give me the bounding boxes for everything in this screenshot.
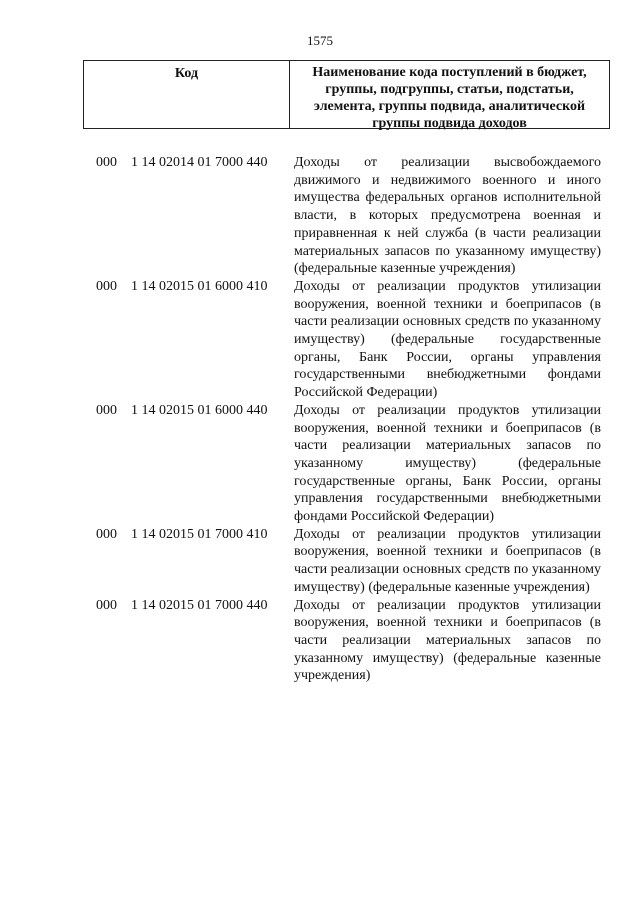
table-row (0, 154, 640, 278)
income-code-list (0, 154, 640, 685)
income-code: 1 14 02015 01 7000 440 (131, 597, 268, 613)
header-code-label: Код (84, 61, 290, 128)
admin-code: 000 (96, 155, 117, 170)
income-description: Доходы от реализации высвобождаемого движимого и недвижимого военного и иного имущества федеральных органов исполнительной власти, в которых предусмотрена военная и приравненная к ней служба (в части реализации материальных запасов по указанному имуществу) (федеральные казенные учреждения) (294, 155, 601, 277)
admin-code: 000 (96, 402, 117, 418)
table-row (0, 278, 640, 402)
admin-code: 000 (96, 597, 117, 613)
page-number: 1575 (307, 33, 333, 48)
header-name-label: Наименование кода поступлений в бюджет, группы, подгруппы, статьи, подстатьи, элемента, группы подвида, аналитической группы подвида доходов (312, 65, 587, 131)
table-row (0, 402, 640, 526)
income-code: 1 14 02015 01 6000 410 (131, 278, 268, 294)
income-code: 1 14 02015 01 6000 440 (131, 402, 268, 418)
income-description: Доходы от реализации продуктов утилизации вооружения, военной техники и боеприпасов (в части реализации основных средств по указанному имуществу) (федеральные казенные учреждения) (294, 526, 601, 595)
table-header (83, 60, 610, 129)
income-code: 1 14 02015 01 7000 410 (131, 526, 268, 542)
income-description: Доходы от реализации продуктов утилизации вооружения, военной техники и боеприпасов (в части реализации основных средств по указанному имуществу) (федеральные государственные органы, Банк России, органы управления государственными внебюджетными фондами Российской Федерации) (294, 278, 601, 401)
income-code: 1 14 02014 01 7000 440 (131, 155, 268, 170)
admin-code: 000 (96, 278, 117, 294)
income-description: Доходы от реализации продуктов утилизации вооружения, военной техники и боеприпасов (в части реализации материальных запасов по указанному имуществу) (федеральные государственные органы, Банк России, органы управления государственными внебюджетными фондами Российской Федерации) (294, 402, 601, 525)
admin-code: 000 (96, 526, 117, 542)
table-row (0, 526, 640, 597)
table-row (0, 597, 640, 686)
income-description: Доходы от реализации продуктов утилизации вооружения, военной техники и боеприпасов (в части реализации материальных запасов по указанному имуществу) (федеральные казенные учреждения) (294, 597, 601, 684)
